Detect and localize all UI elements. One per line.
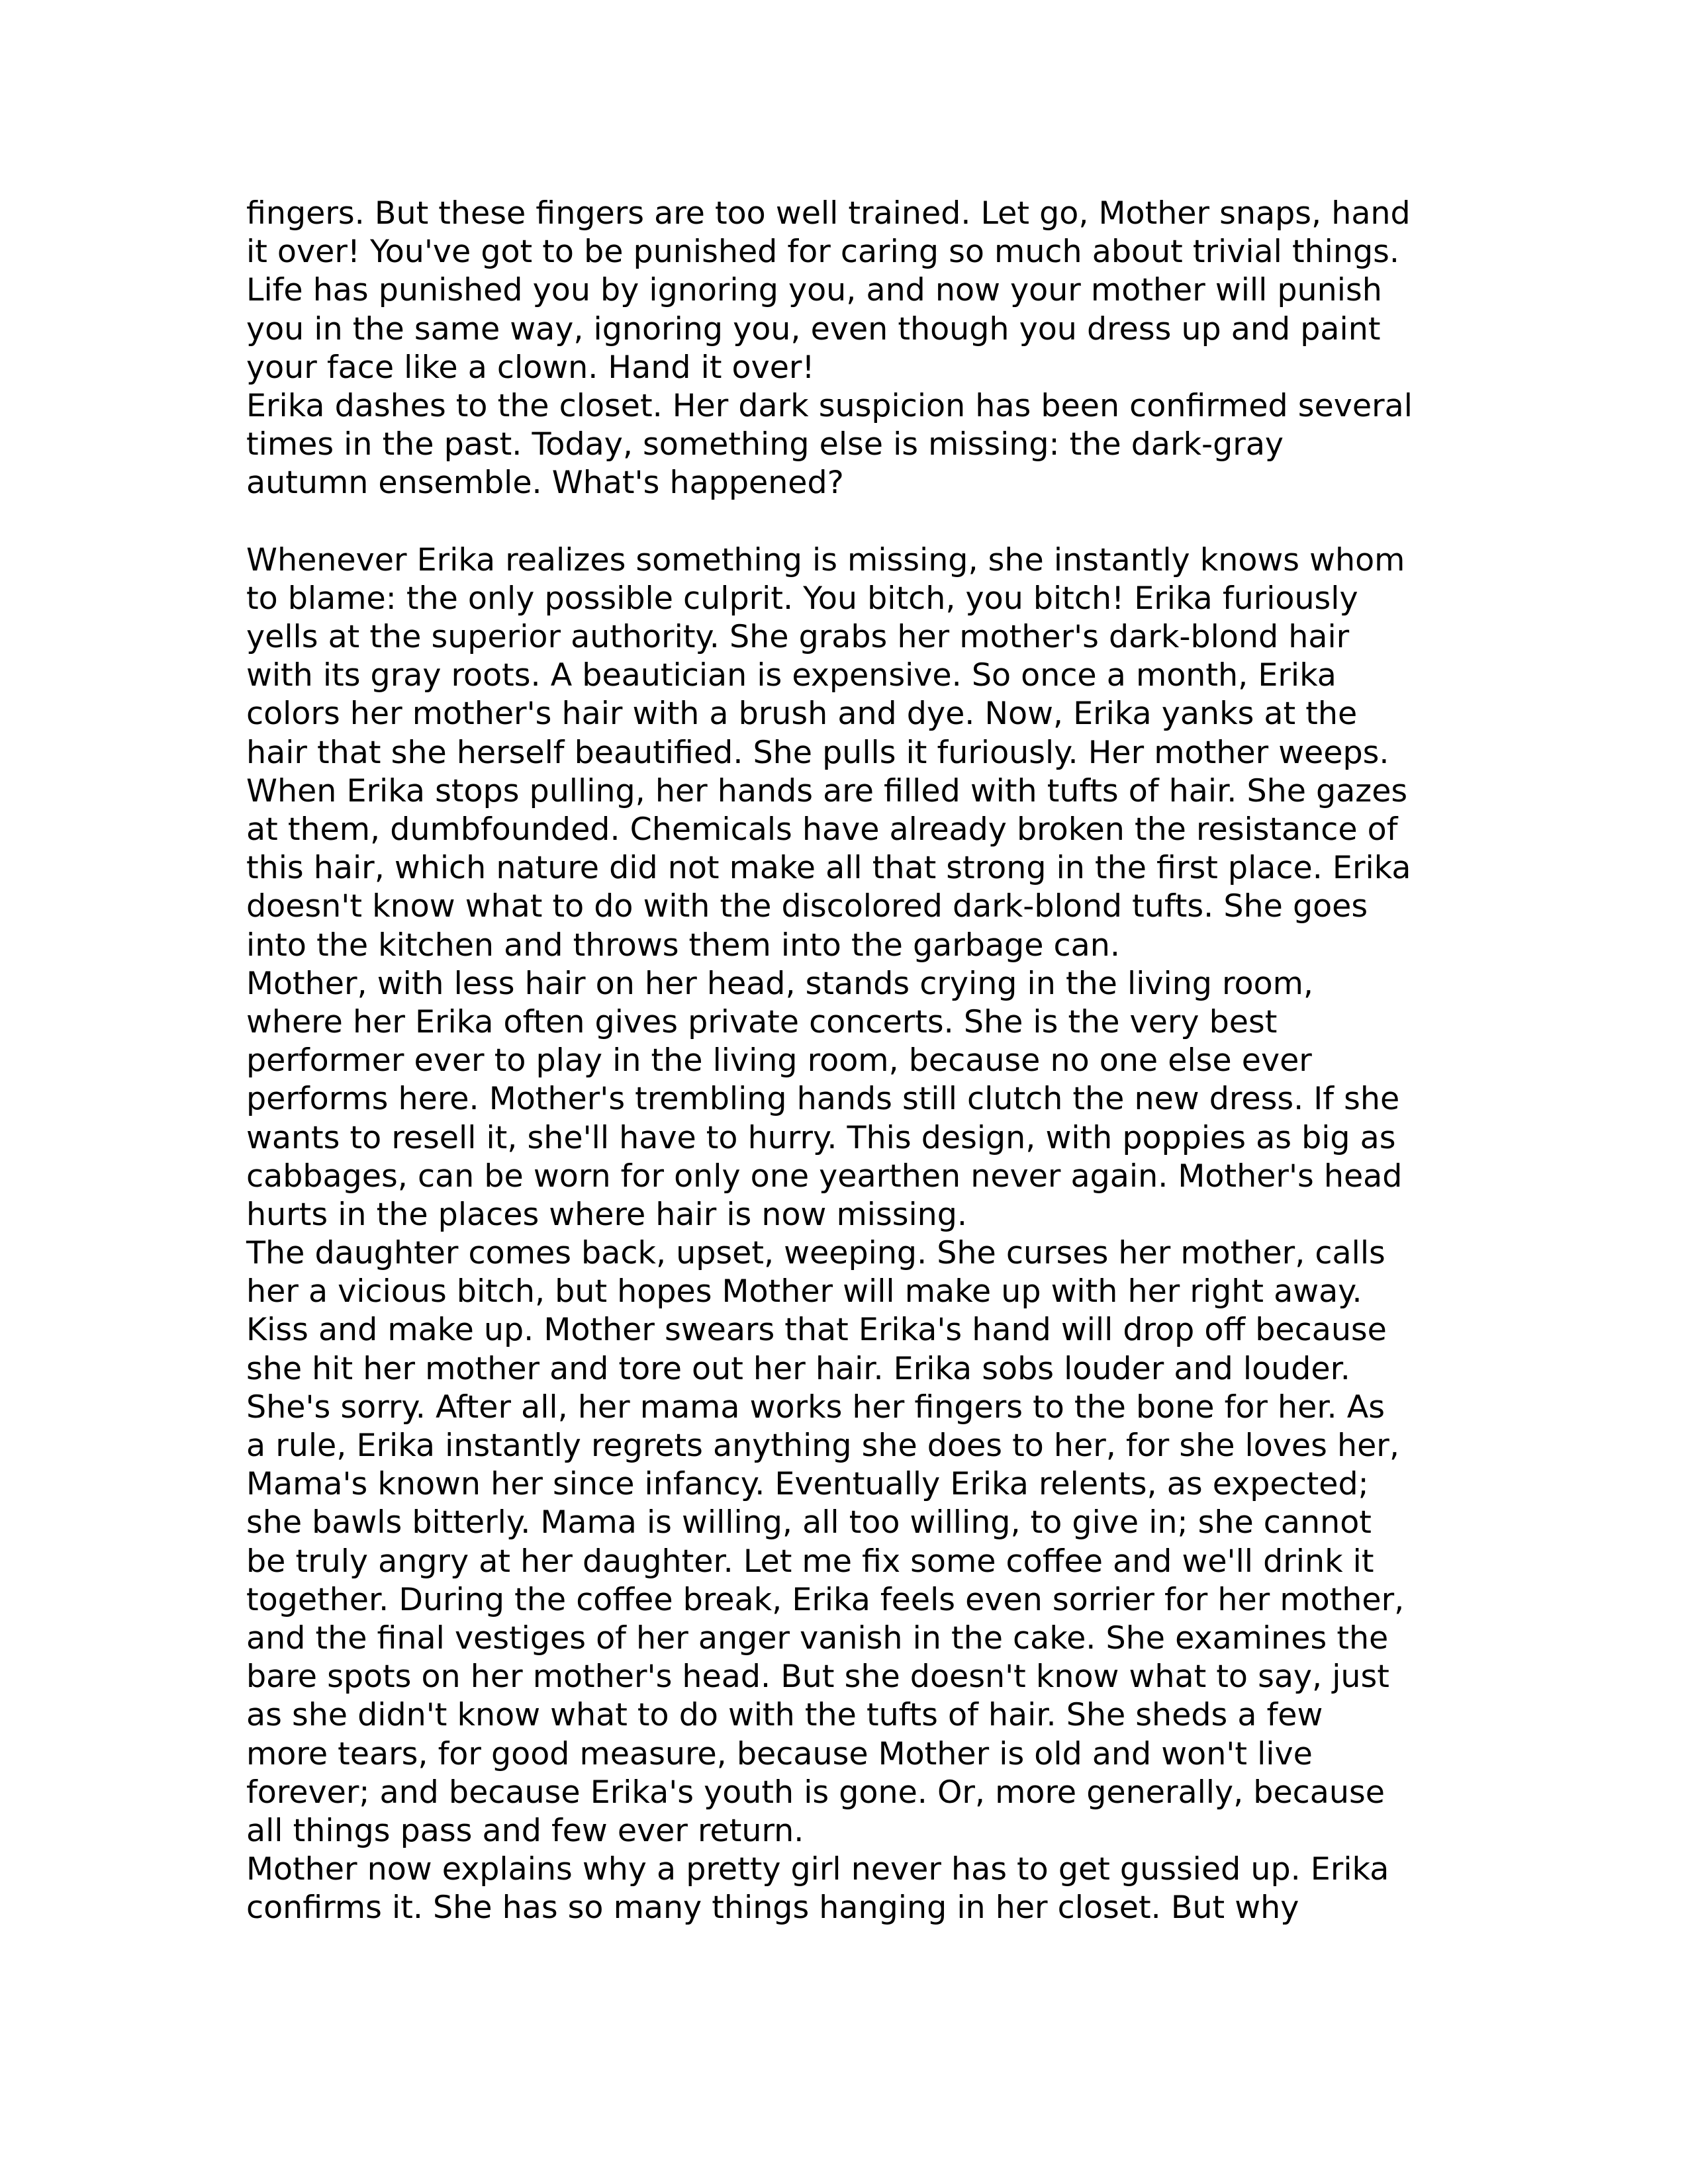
text-line: with its gray roots. A beautician is expensive. So once a month, Erika: [246, 657, 1336, 694]
text-line: confirms it. She has so many things hanging in her closet. But why: [246, 1889, 1299, 1927]
text-line: hair that she herself beautified. She pulls it furiously. Her mother weeps.: [246, 734, 1389, 771]
text-line: you in the same way, ignoring you, even though you dress up and paint: [246, 310, 1381, 347]
text-line: your face like a clown. Hand it over!: [246, 349, 815, 386]
text-line: her a vicious bitch, but hopes Mother will make up with her right away.: [246, 1273, 1362, 1310]
text-line: and the final vestiges of her anger vanish in the cake. She examines the: [246, 1619, 1389, 1657]
text-line: as she didn't know what to do with the tufts of hair. She sheds a few: [246, 1697, 1323, 1734]
text-line: more tears, for good measure, because Mother is old and won't live: [246, 1735, 1313, 1772]
text-line: cabbages, can be worn for only one yearthen never again. Mother's head: [246, 1158, 1403, 1195]
text-line: forever; and because Erika's youth is gone. Or, more generally, because: [246, 1774, 1385, 1811]
text-line: into the kitchen and throws them into the garbage can.: [246, 927, 1120, 964]
text-line: Life has punished you by ignoring you, and now your mother will punish: [246, 272, 1382, 309]
text-line: she hit her mother and tore out her hair. Erika sobs louder and louder.: [246, 1350, 1350, 1387]
text-line: bare spots on her mother's head. But she doesn't know what to say, just: [246, 1659, 1389, 1696]
text-line: yells at the superior authority. She grabs her mother's dark-blond hair: [246, 619, 1350, 656]
text-line: fingers. But these fingers are too well trained. Let go, Mother snaps, hand: [246, 195, 1411, 232]
text-line: to blame: the only possible culprit. You bitch, you bitch! Erika furiously: [246, 580, 1358, 617]
text-line: Mother, with less hair on her head, stands crying in the living room,: [246, 965, 1314, 1002]
text-line: a rule, Erika instantly regrets anything she does to her, for she loves her,: [246, 1428, 1399, 1464]
text-line: be truly angry at her daughter. Let me fix some coffee and we'll drink it: [246, 1543, 1374, 1580]
text-line: all things pass and few ever return.: [246, 1812, 804, 1849]
text-line: Erika dashes to the closet. Her dark suspicion has been confirmed several: [246, 387, 1413, 424]
paragraph-break: [246, 503, 1504, 541]
text-line: The daughter comes back, upset, weeping. She curses her mother, calls: [246, 1235, 1385, 1272]
text-line: at them, dumbfounded. Chemicals have already broken the resistance of: [246, 811, 1398, 848]
text-line: When Erika stops pulling, her hands are filled with tufts of hair. She gazes: [246, 772, 1408, 809]
text-line: Mama's known her since infancy. Eventually Erika relents, as expected;: [246, 1466, 1369, 1503]
text-line: where her Erika often gives private concerts. She is the very best: [246, 1003, 1278, 1040]
text-line: it over! You've got to be punished for caring so much about trivial things.: [246, 234, 1399, 271]
text-line: autumn ensemble. What's happened?: [246, 465, 844, 502]
text-line: performer ever to play in the living room, because no one else ever: [246, 1042, 1312, 1079]
text-line: times in the past. Today, something else is missing: the dark-gray: [246, 426, 1284, 463]
text-line: Whenever Erika realizes something is missing, she instantly knows whom: [246, 541, 1405, 578]
text-line: performs here. Mother's trembling hands still clutch the new dress. If she: [246, 1081, 1400, 1118]
text-line: Mother now explains why a pretty girl never has to get gussied up. Erika: [246, 1851, 1389, 1888]
text-line: she bawls bitterly. Mama is willing, all too willing, to give in; she cannot: [246, 1504, 1372, 1541]
text-line: Kiss and make up. Mother swears that Erika's hand will drop off because: [246, 1312, 1387, 1349]
body-text: [246, 195, 1504, 1927]
text-line: She's sorry. After all, her mama works her fingers to the bone for her. As: [246, 1388, 1385, 1426]
text-line: doesn't know what to do with the discolored dark-blond tufts. She goes: [246, 888, 1368, 925]
text-line: hurts in the places where hair is now missing.: [246, 1196, 967, 1233]
text-line: this hair, which nature did not make all that strong in the first place. Erika: [246, 850, 1411, 887]
text-line: together. During the coffee break, Erika feels even sorrier for her mother,: [246, 1581, 1405, 1618]
text-line: wants to resell it, she'll have to hurry. This design, with poppies as big as: [246, 1119, 1396, 1156]
text-line: colors her mother's hair with a brush and dye. Now, Erika yanks at the: [246, 696, 1358, 733]
